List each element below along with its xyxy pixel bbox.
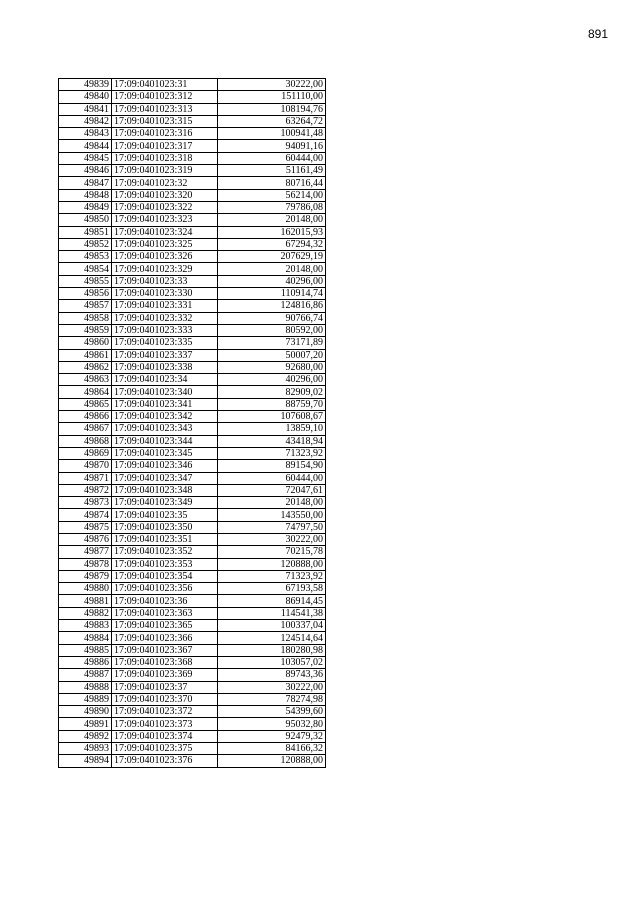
value-cell: 50007,20 [218,349,326,361]
row-number-cell: 49848 [59,189,112,201]
cadastral-number-cell: 17:09:0401023:313 [112,103,218,115]
cadastral-number-cell: 17:09:0401023:370 [112,693,218,705]
row-number-cell: 49852 [59,238,112,250]
row-number-cell: 49853 [59,251,112,263]
value-cell: 207629,19 [218,251,326,263]
table-row [59,214,326,226]
table-row [59,300,326,312]
cadastral-number-cell: 17:09:0401023:347 [112,472,218,484]
value-cell: 114541,38 [218,607,326,619]
value-cell: 60444,00 [218,472,326,484]
table-row [59,91,326,103]
cadastral-number-cell: 17:09:0401023:317 [112,140,218,152]
cadastral-number-cell: 17:09:0401023:376 [112,755,218,767]
cadastral-number-cell: 17:09:0401023:315 [112,115,218,127]
cadastral-number-cell: 17:09:0401023:31 [112,79,218,91]
table-row [59,435,326,447]
value-cell: 74797,50 [218,521,326,533]
table-row [59,472,326,484]
cadastral-number-cell: 17:09:0401023:375 [112,743,218,755]
cadastral-number-cell: 17:09:0401023:33 [112,275,218,287]
table-row [59,386,326,398]
page-number: 891 [588,27,609,41]
value-cell: 60444,00 [218,152,326,164]
row-number-cell: 49845 [59,152,112,164]
records-table-body [59,79,326,768]
value-cell: 82909,02 [218,386,326,398]
row-number-cell: 49846 [59,165,112,177]
table-row [59,423,326,435]
cadastral-number-cell: 17:09:0401023:320 [112,189,218,201]
value-cell: 20148,00 [218,214,326,226]
value-cell: 88759,70 [218,398,326,410]
table-row [59,263,326,275]
table-row [59,288,326,300]
value-cell: 78274,98 [218,693,326,705]
table-row [59,140,326,152]
value-cell: 103057,02 [218,656,326,668]
table-row [59,324,326,336]
row-number-cell: 49871 [59,472,112,484]
row-number-cell: 49885 [59,644,112,656]
cadastral-number-cell: 17:09:0401023:332 [112,312,218,324]
value-cell: 30222,00 [218,681,326,693]
row-number-cell: 49877 [59,546,112,558]
value-cell: 110914,74 [218,288,326,300]
row-number-cell: 49879 [59,570,112,582]
cadastral-number-cell: 17:09:0401023:374 [112,730,218,742]
row-number-cell: 49893 [59,743,112,755]
cadastral-number-cell: 17:09:0401023:331 [112,300,218,312]
value-cell: 162015,93 [218,226,326,238]
cadastral-number-cell: 17:09:0401023:333 [112,324,218,336]
table-row [59,398,326,410]
cadastral-number-cell: 17:09:0401023:356 [112,583,218,595]
row-number-cell: 49863 [59,374,112,386]
value-cell: 51161,49 [218,165,326,177]
row-number-cell: 49847 [59,177,112,189]
row-number-cell: 49840 [59,91,112,103]
row-number-cell: 49866 [59,411,112,423]
cadastral-number-cell: 17:09:0401023:32 [112,177,218,189]
cadastral-number-cell: 17:09:0401023:318 [112,152,218,164]
cadastral-number-cell: 17:09:0401023:37 [112,681,218,693]
table-row [59,152,326,164]
table-row [59,201,326,213]
row-number-cell: 49891 [59,718,112,730]
row-number-cell: 49857 [59,300,112,312]
row-number-cell: 49856 [59,288,112,300]
table-row [59,103,326,115]
table-row [59,226,326,238]
cadastral-number-cell: 17:09:0401023:324 [112,226,218,238]
value-cell: 79786,08 [218,201,326,213]
table-row [59,632,326,644]
table-row [59,718,326,730]
row-number-cell: 49843 [59,128,112,140]
value-cell: 67193,58 [218,583,326,595]
table-row [59,595,326,607]
row-number-cell: 49887 [59,669,112,681]
row-number-cell: 49858 [59,312,112,324]
row-number-cell: 49862 [59,361,112,373]
table-row [59,521,326,533]
row-number-cell: 49889 [59,693,112,705]
cadastral-number-cell: 17:09:0401023:369 [112,669,218,681]
table-row [59,509,326,521]
table-row [59,79,326,91]
value-cell: 92680,00 [218,361,326,373]
row-number-cell: 49841 [59,103,112,115]
row-number-cell: 49855 [59,275,112,287]
row-number-cell: 49892 [59,730,112,742]
cadastral-number-cell: 17:09:0401023:353 [112,558,218,570]
cadastral-number-cell: 17:09:0401023:36 [112,595,218,607]
cadastral-number-cell: 17:09:0401023:373 [112,718,218,730]
cadastral-number-cell: 17:09:0401023:367 [112,644,218,656]
cadastral-number-cell: 17:09:0401023:365 [112,620,218,632]
cadastral-number-cell: 17:09:0401023:330 [112,288,218,300]
row-number-cell: 49849 [59,201,112,213]
row-number-cell: 49888 [59,681,112,693]
row-number-cell: 49881 [59,595,112,607]
table-row [59,275,326,287]
value-cell: 100941,48 [218,128,326,140]
cadastral-number-cell: 17:09:0401023:316 [112,128,218,140]
row-number-cell: 49873 [59,497,112,509]
table-row [59,558,326,570]
row-number-cell: 49874 [59,509,112,521]
row-number-cell: 49876 [59,533,112,545]
table-row [59,238,326,250]
row-number-cell: 49886 [59,656,112,668]
value-cell: 71323,92 [218,570,326,582]
row-number-cell: 49894 [59,755,112,767]
value-cell: 13859,10 [218,423,326,435]
cadastral-number-cell: 17:09:0401023:363 [112,607,218,619]
value-cell: 80716,44 [218,177,326,189]
table-row [59,312,326,324]
row-number-cell: 49844 [59,140,112,152]
value-cell: 40296,00 [218,374,326,386]
value-cell: 72047,61 [218,484,326,496]
value-cell: 89743,36 [218,669,326,681]
row-number-cell: 49861 [59,349,112,361]
table-row [59,546,326,558]
table-row [59,583,326,595]
cadastral-number-cell: 17:09:0401023:351 [112,533,218,545]
cadastral-number-cell: 17:09:0401023:352 [112,546,218,558]
table-row [59,743,326,755]
row-number-cell: 49878 [59,558,112,570]
value-cell: 80592,00 [218,324,326,336]
table-row [59,177,326,189]
table-row [59,497,326,509]
row-number-cell: 49854 [59,263,112,275]
row-number-cell: 49842 [59,115,112,127]
value-cell: 143550,00 [218,509,326,521]
value-cell: 63264,72 [218,115,326,127]
value-cell: 108194,76 [218,103,326,115]
value-cell: 20148,00 [218,497,326,509]
cadastral-number-cell: 17:09:0401023:350 [112,521,218,533]
value-cell: 100337,04 [218,620,326,632]
cadastral-number-cell: 17:09:0401023:322 [112,201,218,213]
row-number-cell: 49868 [59,435,112,447]
value-cell: 120888,00 [218,755,326,767]
table-row [59,755,326,767]
cadastral-number-cell: 17:09:0401023:34 [112,374,218,386]
row-number-cell: 49890 [59,706,112,718]
cadastral-number-cell: 17:09:0401023:354 [112,570,218,582]
value-cell: 95032,80 [218,718,326,730]
cadastral-number-cell: 17:09:0401023:35 [112,509,218,521]
row-number-cell: 49869 [59,447,112,459]
row-number-cell: 49883 [59,620,112,632]
cadastral-number-cell: 17:09:0401023:329 [112,263,218,275]
table-row [59,337,326,349]
table-row [59,165,326,177]
table-row [59,460,326,472]
records-table [58,78,326,768]
row-number-cell: 49860 [59,337,112,349]
value-cell: 124816,86 [218,300,326,312]
table-row [59,484,326,496]
cadastral-number-cell: 17:09:0401023:325 [112,238,218,250]
value-cell: 89154,90 [218,460,326,472]
table-row [59,693,326,705]
cadastral-number-cell: 17:09:0401023:312 [112,91,218,103]
cadastral-number-cell: 17:09:0401023:349 [112,497,218,509]
cadastral-number-cell: 17:09:0401023:335 [112,337,218,349]
value-cell: 90766,74 [218,312,326,324]
row-number-cell: 49851 [59,226,112,238]
value-cell: 67294,32 [218,238,326,250]
row-number-cell: 49875 [59,521,112,533]
value-cell: 107608,67 [218,411,326,423]
row-number-cell: 49839 [59,79,112,91]
row-number-cell: 49850 [59,214,112,226]
table-row [59,706,326,718]
row-number-cell: 49865 [59,398,112,410]
table-row [59,644,326,656]
row-number-cell: 49872 [59,484,112,496]
table-row [59,681,326,693]
cadastral-number-cell: 17:09:0401023:337 [112,349,218,361]
cadastral-number-cell: 17:09:0401023:343 [112,423,218,435]
row-number-cell: 49867 [59,423,112,435]
cadastral-number-cell: 17:09:0401023:366 [112,632,218,644]
value-cell: 30222,00 [218,533,326,545]
value-cell: 70215,78 [218,546,326,558]
value-cell: 43418,94 [218,435,326,447]
cadastral-number-cell: 17:09:0401023:348 [112,484,218,496]
row-number-cell: 49882 [59,607,112,619]
cadastral-number-cell: 17:09:0401023:338 [112,361,218,373]
value-cell: 56214,00 [218,189,326,201]
cadastral-number-cell: 17:09:0401023:368 [112,656,218,668]
value-cell: 40296,00 [218,275,326,287]
table-row [59,620,326,632]
row-number-cell: 49859 [59,324,112,336]
table-row [59,128,326,140]
table-row [59,607,326,619]
cadastral-number-cell: 17:09:0401023:323 [112,214,218,226]
table-row [59,361,326,373]
value-cell: 151110,00 [218,91,326,103]
value-cell: 120888,00 [218,558,326,570]
table-row [59,189,326,201]
table-row [59,656,326,668]
row-number-cell: 49864 [59,386,112,398]
row-number-cell: 49884 [59,632,112,644]
table-row [59,570,326,582]
table-row [59,115,326,127]
table-row [59,411,326,423]
row-number-cell: 49880 [59,583,112,595]
table-row [59,533,326,545]
cadastral-number-cell: 17:09:0401023:326 [112,251,218,263]
cadastral-number-cell: 17:09:0401023:340 [112,386,218,398]
table-row [59,251,326,263]
cadastral-number-cell: 17:09:0401023:372 [112,706,218,718]
table-row [59,374,326,386]
value-cell: 30222,00 [218,79,326,91]
table-row [59,730,326,742]
value-cell: 73171,89 [218,337,326,349]
cadastral-number-cell: 17:09:0401023:341 [112,398,218,410]
value-cell: 124514,64 [218,632,326,644]
value-cell: 94091,16 [218,140,326,152]
table-row [59,669,326,681]
cadastral-number-cell: 17:09:0401023:346 [112,460,218,472]
value-cell: 84166,32 [218,743,326,755]
value-cell: 180280,98 [218,644,326,656]
value-cell: 71323,92 [218,447,326,459]
row-number-cell: 49870 [59,460,112,472]
value-cell: 86914,45 [218,595,326,607]
cadastral-number-cell: 17:09:0401023:344 [112,435,218,447]
table-row [59,447,326,459]
cadastral-number-cell: 17:09:0401023:345 [112,447,218,459]
value-cell: 20148,00 [218,263,326,275]
cadastral-number-cell: 17:09:0401023:342 [112,411,218,423]
value-cell: 92479,32 [218,730,326,742]
table-row [59,349,326,361]
cadastral-number-cell: 17:09:0401023:319 [112,165,218,177]
value-cell: 54399,60 [218,706,326,718]
